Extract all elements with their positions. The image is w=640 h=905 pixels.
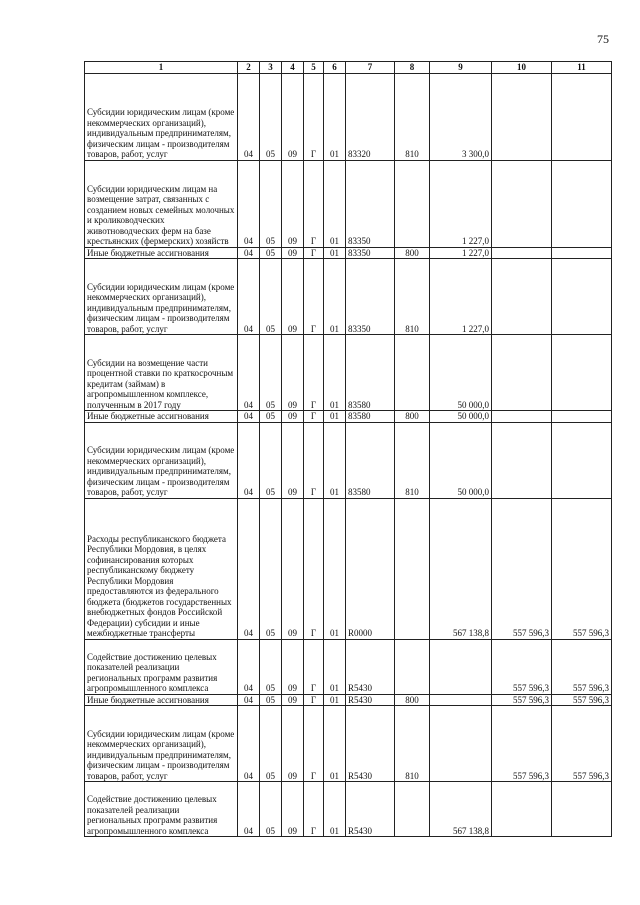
value-cell: Г	[304, 782, 324, 837]
value-cell	[492, 782, 552, 837]
value-cell	[492, 259, 552, 335]
value-cell: R5430	[346, 706, 395, 782]
value-cell: 01	[324, 335, 346, 411]
value-cell: 04	[238, 782, 260, 837]
column-header: 10	[492, 62, 552, 74]
column-header: 1	[85, 62, 238, 74]
column-header: 9	[430, 62, 492, 74]
column-header: 6	[324, 62, 346, 74]
value-cell: 09	[282, 782, 304, 837]
value-cell: 04	[238, 247, 260, 259]
value-cell: 810	[395, 259, 430, 335]
table-row	[85, 694, 612, 706]
value-cell: 83350	[346, 247, 395, 259]
table-row	[85, 706, 612, 782]
value-cell: R5430	[346, 782, 395, 837]
row-name-cell: Субсидии юридическим лицам (кроме некоммерческих организаций), индивидуальным предпринимателям, физическим лицам - производителям товаров, работ, услуг	[85, 259, 238, 335]
value-cell: 04	[238, 73, 260, 160]
value-cell: 09	[282, 498, 304, 639]
value-cell: 01	[324, 706, 346, 782]
value-cell: 04	[238, 411, 260, 423]
value-cell: 05	[260, 694, 282, 706]
value-cell: 09	[282, 411, 304, 423]
table-row	[85, 422, 612, 498]
value-cell	[395, 160, 430, 247]
value-cell	[492, 335, 552, 411]
value-cell	[552, 259, 612, 335]
table-row	[85, 73, 612, 160]
table-row	[85, 498, 612, 639]
value-cell: 01	[324, 411, 346, 423]
value-cell: R0000	[346, 498, 395, 639]
row-name-cell: Субсидии юридическим лицам (кроме некоммерческих организаций), индивидуальным предпринимателям, физическим лицам - производителям товаров, работ, услуг	[85, 73, 238, 160]
value-cell	[552, 335, 612, 411]
value-cell: 83580	[346, 422, 395, 498]
value-cell: 04	[238, 498, 260, 639]
table-row	[85, 639, 612, 694]
value-cell: Г	[304, 160, 324, 247]
value-cell: 01	[324, 639, 346, 694]
value-cell	[552, 422, 612, 498]
value-cell: 04	[238, 160, 260, 247]
value-cell	[492, 422, 552, 498]
column-header: 7	[346, 62, 395, 74]
value-cell	[430, 639, 492, 694]
value-cell: 05	[260, 335, 282, 411]
value-cell: R5430	[346, 639, 395, 694]
row-name-cell: Субсидии на возмещение части процентной ставки по краткосрочным кредитам (займам) в агропромышленном комплексе, полученным в 2017 году	[85, 335, 238, 411]
value-cell: 01	[324, 247, 346, 259]
value-cell: 04	[238, 259, 260, 335]
value-cell: 05	[260, 73, 282, 160]
value-cell: 05	[260, 498, 282, 639]
row-name-cell: Субсидии юридическим лицам (кроме некоммерческих организаций), индивидуальным предпринимателям, физическим лицам - производителям товаров, работ, услуг	[85, 422, 238, 498]
value-cell	[492, 247, 552, 259]
value-cell: 09	[282, 73, 304, 160]
value-cell: 05	[260, 247, 282, 259]
value-cell: Г	[304, 706, 324, 782]
value-cell: 05	[260, 639, 282, 694]
value-cell: 09	[282, 639, 304, 694]
value-cell: 50 000,0	[430, 422, 492, 498]
value-cell: 567 138,8	[430, 498, 492, 639]
value-cell: 09	[282, 694, 304, 706]
page-number: 75	[597, 32, 609, 46]
value-cell: 83350	[346, 259, 395, 335]
value-cell: 557 596,3	[552, 694, 612, 706]
value-cell: 01	[324, 160, 346, 247]
value-cell	[395, 498, 430, 639]
row-name-cell: Иные бюджетные ассигнования	[85, 694, 238, 706]
value-cell: 810	[395, 73, 430, 160]
column-header: 11	[552, 62, 612, 74]
table-row	[85, 247, 612, 259]
value-cell: 83580	[346, 335, 395, 411]
value-cell: 05	[260, 411, 282, 423]
value-cell: Г	[304, 411, 324, 423]
value-cell	[552, 782, 612, 837]
table-row	[85, 259, 612, 335]
value-cell	[492, 160, 552, 247]
value-cell: 557 596,3	[492, 694, 552, 706]
value-cell: 50 000,0	[430, 335, 492, 411]
table-row	[85, 411, 612, 423]
value-cell: 800	[395, 247, 430, 259]
value-cell: Г	[304, 639, 324, 694]
value-cell	[430, 694, 492, 706]
table-row	[85, 160, 612, 247]
value-cell: 810	[395, 422, 430, 498]
value-cell: 09	[282, 335, 304, 411]
column-header: 2	[238, 62, 260, 74]
value-cell: R5430	[346, 694, 395, 706]
value-cell	[492, 73, 552, 160]
value-cell: 01	[324, 782, 346, 837]
table-row	[85, 782, 612, 837]
value-cell	[492, 411, 552, 423]
value-cell: Г	[304, 335, 324, 411]
value-cell: 1 227,0	[430, 259, 492, 335]
value-cell: 09	[282, 247, 304, 259]
value-cell	[552, 411, 612, 423]
value-cell: 800	[395, 411, 430, 423]
table-body	[85, 73, 612, 837]
value-cell: 04	[238, 694, 260, 706]
value-cell: Г	[304, 498, 324, 639]
column-header: 5	[304, 62, 324, 74]
value-cell: 05	[260, 259, 282, 335]
row-name-cell: Субсидии юридическим лицам (кроме некоммерческих организаций), индивидуальным предпринимателям, физическим лицам - производителям товаров, работ, услуг	[85, 706, 238, 782]
value-cell: 04	[238, 639, 260, 694]
value-cell: 50 000,0	[430, 411, 492, 423]
value-cell: 557 596,3	[492, 639, 552, 694]
value-cell: 09	[282, 706, 304, 782]
value-cell: Г	[304, 73, 324, 160]
row-name-cell: Расходы республиканского бюджета Республики Мордовия, в целях софинансирования которых республиканскому бюджету Республики Мордовия предоставляются из федерального бюджета (бюджетов государственных внебюджетных фондов Российской Федерации) субсидии и иные межбюджетные трансферты	[85, 498, 238, 639]
value-cell: 09	[282, 259, 304, 335]
header-row	[85, 62, 612, 74]
value-cell: 09	[282, 422, 304, 498]
column-header: 3	[260, 62, 282, 74]
row-name-cell: Содействие достижению целевых показателей реализации региональных программ развития агропромышленного комплекса	[85, 782, 238, 837]
value-cell: 05	[260, 160, 282, 247]
value-cell: 810	[395, 706, 430, 782]
value-cell: Г	[304, 694, 324, 706]
value-cell: 1 227,0	[430, 247, 492, 259]
value-cell: 04	[238, 422, 260, 498]
value-cell	[552, 247, 612, 259]
value-cell: 83320	[346, 73, 395, 160]
value-cell: 1 227,0	[430, 160, 492, 247]
value-cell	[552, 160, 612, 247]
budget-table	[84, 61, 612, 837]
value-cell: 83350	[346, 160, 395, 247]
value-cell	[395, 335, 430, 411]
value-cell: 04	[238, 706, 260, 782]
value-cell: 800	[395, 694, 430, 706]
value-cell: Г	[304, 422, 324, 498]
value-cell: 557 596,3	[552, 706, 612, 782]
value-cell: 01	[324, 694, 346, 706]
row-name-cell: Иные бюджетные ассигнования	[85, 411, 238, 423]
value-cell: 05	[260, 422, 282, 498]
value-cell: Г	[304, 259, 324, 335]
table-row	[85, 335, 612, 411]
value-cell: 557 596,3	[492, 706, 552, 782]
value-cell: 01	[324, 498, 346, 639]
value-cell	[552, 73, 612, 160]
value-cell: Г	[304, 247, 324, 259]
value-cell: 05	[260, 782, 282, 837]
value-cell: 557 596,3	[552, 639, 612, 694]
row-name-cell: Субсидии юридическим лицам на возмещение затрат, связанных с созданием новых семейных молочных и кролиководческих животноводческих ферм на базе крестьянских (фермерских) хозяйств	[85, 160, 238, 247]
value-cell: 05	[260, 706, 282, 782]
value-cell	[430, 706, 492, 782]
value-cell: 04	[238, 335, 260, 411]
row-name-cell: Содействие достижению целевых показателей реализации региональных программ развития агропромышленного комплекса	[85, 639, 238, 694]
value-cell	[395, 782, 430, 837]
value-cell: 557 596,3	[492, 498, 552, 639]
value-cell	[395, 639, 430, 694]
column-header: 8	[395, 62, 430, 74]
value-cell: 567 138,8	[430, 782, 492, 837]
value-cell: 557 596,3	[552, 498, 612, 639]
value-cell: 3 300,0	[430, 73, 492, 160]
row-name-cell: Иные бюджетные ассигнования	[85, 247, 238, 259]
value-cell: 83580	[346, 411, 395, 423]
value-cell: 01	[324, 73, 346, 160]
column-header: 4	[282, 62, 304, 74]
value-cell: 01	[324, 422, 346, 498]
value-cell: 09	[282, 160, 304, 247]
value-cell: 01	[324, 259, 346, 335]
